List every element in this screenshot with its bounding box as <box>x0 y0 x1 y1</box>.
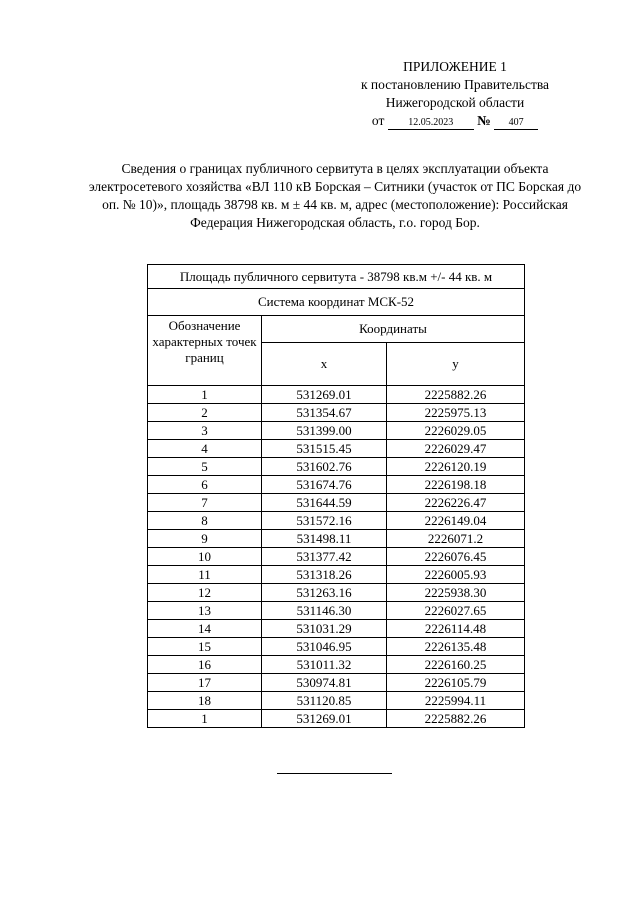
table-row <box>148 422 525 440</box>
point-cell: 11 <box>148 566 262 584</box>
table-row <box>148 440 525 458</box>
y-cell: 2226114.48 <box>387 620 525 638</box>
footer-divider <box>277 773 392 774</box>
table-row <box>148 674 525 692</box>
table-row <box>148 458 525 476</box>
y-cell: 2226005.93 <box>387 566 525 584</box>
point-column-header: Обозначение характерных точек границ <box>148 316 262 386</box>
appendix-resolution-line: к постановлению Правительства <box>360 77 550 92</box>
point-cell: 1 <box>148 386 262 404</box>
table-row <box>148 548 525 566</box>
table-row <box>148 602 525 620</box>
table-row <box>148 386 525 404</box>
x-cell: 531354.67 <box>262 404 387 422</box>
table-row <box>148 710 525 728</box>
area-header: Площадь публичного сервитута - 38798 кв.м +/- 44 кв. м <box>148 265 525 289</box>
point-cell: 13 <box>148 602 262 620</box>
x-cell: 531011.32 <box>262 656 387 674</box>
y-cell: 2226226.47 <box>387 494 525 512</box>
table-row <box>148 476 525 494</box>
x-cell: 530974.81 <box>262 674 387 692</box>
coordinates-rows <box>148 386 525 728</box>
table-row <box>148 404 525 422</box>
x-cell: 531515.45 <box>262 440 387 458</box>
x-cell: 531146.30 <box>262 602 387 620</box>
point-cell: 10 <box>148 548 262 566</box>
y-cell: 2226105.79 <box>387 674 525 692</box>
number-sign: № <box>477 113 491 128</box>
table-row <box>148 638 525 656</box>
y-cell: 2226071.2 <box>387 530 525 548</box>
point-cell: 2 <box>148 404 262 422</box>
x-cell: 531602.76 <box>262 458 387 476</box>
appendix-date-line <box>330 112 580 130</box>
from-label: от <box>371 113 385 128</box>
point-cell: 1 <box>148 710 262 728</box>
x-cell: 531031.29 <box>262 620 387 638</box>
y-cell: 2226149.04 <box>387 512 525 530</box>
table-row <box>148 566 525 584</box>
x-cell: 531498.11 <box>262 530 387 548</box>
y-cell: 2226027.65 <box>387 602 525 620</box>
y-cell: 2225938.30 <box>387 584 525 602</box>
y-cell: 2226160.25 <box>387 656 525 674</box>
table-row <box>148 620 525 638</box>
x-column-header: x <box>262 343 387 386</box>
x-cell: 531674.76 <box>262 476 387 494</box>
x-cell: 531120.85 <box>262 692 387 710</box>
y-cell: 2225882.26 <box>387 386 525 404</box>
table-row <box>148 584 525 602</box>
y-cell: 2226135.48 <box>387 638 525 656</box>
resolution-number: 407 <box>494 117 538 130</box>
table-row <box>148 656 525 674</box>
point-cell: 12 <box>148 584 262 602</box>
coordinates-header: Координаты <box>262 316 525 343</box>
table-row <box>148 494 525 512</box>
x-cell: 531377.42 <box>262 548 387 566</box>
table-row <box>148 530 525 548</box>
y-cell: 2225994.11 <box>387 692 525 710</box>
point-cell: 3 <box>148 422 262 440</box>
point-cell: 9 <box>148 530 262 548</box>
point-cell: 18 <box>148 692 262 710</box>
appendix-region-line: Нижегородской области <box>385 95 525 110</box>
y-cell: 2226029.47 <box>387 440 525 458</box>
point-cell: 15 <box>148 638 262 656</box>
y-cell: 2225975.13 <box>387 404 525 422</box>
x-cell: 531644.59 <box>262 494 387 512</box>
appendix-title: ПРИЛОЖЕНИЕ 1 <box>403 59 507 74</box>
point-cell: 4 <box>148 440 262 458</box>
y-cell: 2226120.19 <box>387 458 525 476</box>
table-row <box>148 692 525 710</box>
point-cell: 17 <box>148 674 262 692</box>
table-row <box>148 512 525 530</box>
x-cell: 531572.16 <box>262 512 387 530</box>
point-cell: 6 <box>148 476 262 494</box>
coordinates-table <box>147 264 525 728</box>
appendix-header <box>330 58 580 130</box>
y-cell: 2226076.45 <box>387 548 525 566</box>
easement-description: Сведения о границах публичного сервитута в целях эксплуатации объекта электросетевого хозяйства «ВЛ 110 кВ Борская – Ситники (участок от ПС Борская до оп. № 10)», площадь 38798 кв. м ± 44 кв. м, адрес (местоположение): Российская Федерация Нижегородская область, г.о. город Бор. <box>88 161 582 230</box>
y-cell: 2226029.05 <box>387 422 525 440</box>
x-cell: 531318.26 <box>262 566 387 584</box>
x-cell: 531263.16 <box>262 584 387 602</box>
y-cell: 2226198.18 <box>387 476 525 494</box>
y-cell: 2225882.26 <box>387 710 525 728</box>
y-column-header: y <box>387 343 525 386</box>
x-cell: 531269.01 <box>262 710 387 728</box>
point-cell: 5 <box>148 458 262 476</box>
point-cell: 8 <box>148 512 262 530</box>
point-cell: 16 <box>148 656 262 674</box>
x-cell: 531046.95 <box>262 638 387 656</box>
point-cell: 14 <box>148 620 262 638</box>
coordinate-system-header: Система координат МСК-52 <box>148 289 525 316</box>
point-cell: 7 <box>148 494 262 512</box>
resolution-date: 12.05.2023 <box>388 117 474 130</box>
x-cell: 531269.01 <box>262 386 387 404</box>
x-cell: 531399.00 <box>262 422 387 440</box>
